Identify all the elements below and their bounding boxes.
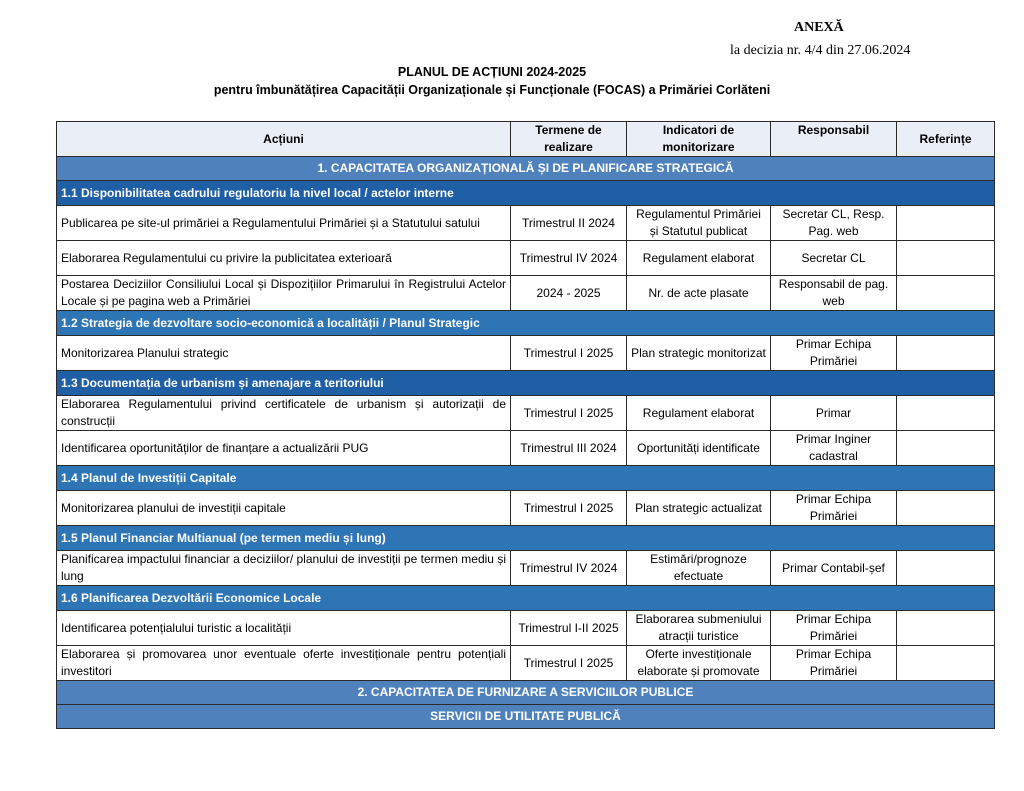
subsection-heading: 1.2 Strategia de dezvoltare socio-economică a localității / Planul Strategic bbox=[57, 311, 995, 336]
deadline-cell: Trimestrul I 2025 bbox=[511, 396, 627, 431]
table-row bbox=[57, 551, 995, 586]
indicator-cell: Plan strategic monitorizat bbox=[627, 336, 771, 371]
responsible-cell: Secretar CL bbox=[771, 241, 897, 276]
action-cell: Elaborarea Regulamentului privind certificatele de urbanism și autorizații de construcții bbox=[57, 396, 511, 431]
responsible-cell: Primar Echipa Primăriei bbox=[771, 611, 897, 646]
references-cell bbox=[897, 206, 995, 241]
action-plan-table bbox=[56, 121, 995, 729]
header-references: Referințe bbox=[897, 122, 995, 157]
annex-title: ANEXĂ bbox=[794, 20, 844, 35]
responsible-cell: Responsabil de pag. web bbox=[771, 276, 897, 311]
deadline-cell: Trimestrul I 2025 bbox=[511, 336, 627, 371]
responsible-cell: Primar Echipa Primăriei bbox=[771, 491, 897, 526]
subsection-heading: 1.1 Disponibilitatea cadrului regulatoriu la nivel local / actelor interne bbox=[57, 181, 995, 206]
references-cell bbox=[897, 491, 995, 526]
subsection-heading: 1.4 Planul de Investiții Capitale bbox=[57, 466, 995, 491]
section-heading: 2. CAPACITATEA DE FURNIZARE A SERVICIILOR PUBLICE bbox=[57, 681, 995, 705]
references-cell bbox=[897, 241, 995, 276]
deadline-cell: Trimestrul I-II 2025 bbox=[511, 611, 627, 646]
annex-decision: la decizia nr. 4/4 din 27.06.2024 bbox=[730, 43, 911, 58]
header-deadlines: Termene de realizare bbox=[511, 122, 627, 157]
indicator-cell: Estimări/prognoze efectuate bbox=[627, 551, 771, 586]
indicator-cell: Regulamentul Primăriei și Statutul publicat bbox=[627, 206, 771, 241]
action-cell: Publicarea pe site-ul primăriei a Regulamentului Primăriei și a Statutului satului bbox=[57, 206, 511, 241]
deadline-cell: Trimestrul II 2024 bbox=[511, 206, 627, 241]
action-cell: Postarea Deciziilor Consiliului Local și Dispozițiilor Primarului în Registrului Actelor Locale și pe pagina web a Primăriei bbox=[57, 276, 511, 311]
header-responsible: Responsabil bbox=[771, 122, 897, 157]
table-row bbox=[57, 431, 995, 466]
table-row bbox=[57, 336, 995, 371]
table-row bbox=[57, 491, 995, 526]
table-row bbox=[57, 241, 995, 276]
deadline-cell: Trimestrul IV 2024 bbox=[511, 241, 627, 276]
indicator-cell: Regulament elaborat bbox=[627, 241, 771, 276]
indicator-cell: Regulament elaborat bbox=[627, 396, 771, 431]
action-cell: Monitorizarea planului de investiții capitale bbox=[57, 491, 511, 526]
references-cell bbox=[897, 611, 995, 646]
references-cell bbox=[897, 431, 995, 466]
references-cell bbox=[897, 276, 995, 311]
indicator-cell: Elaborarea submeniului atracții turistice bbox=[627, 611, 771, 646]
deadline-cell: Trimestrul I 2025 bbox=[511, 491, 627, 526]
subsection-heading: 1.5 Planul Financiar Multianual (pe termen mediu și lung) bbox=[57, 526, 995, 551]
indicator-cell: Oferte investiționale elaborate și promovate bbox=[627, 646, 771, 681]
table-row bbox=[57, 396, 995, 431]
table-row bbox=[57, 646, 995, 681]
references-cell bbox=[897, 336, 995, 371]
responsible-cell: Primar Contabil-șef bbox=[771, 551, 897, 586]
section-subheading: SERVICII DE UTILITATE PUBLICĂ bbox=[57, 705, 995, 729]
responsible-cell: Primar Inginer cadastral bbox=[771, 431, 897, 466]
subsection-heading: 1.6 Planificarea Dezvoltării Economice Locale bbox=[57, 586, 995, 611]
deadline-cell: 2024 - 2025 bbox=[511, 276, 627, 311]
deadline-cell: Trimestrul III 2024 bbox=[511, 431, 627, 466]
responsible-cell: Secretar CL, Resp. Pag. web bbox=[771, 206, 897, 241]
action-cell: Identificarea oportunităților de finanțare a actualizării PUG bbox=[57, 431, 511, 466]
references-cell bbox=[897, 646, 995, 681]
references-cell bbox=[897, 396, 995, 431]
header-indicators: Indicatori de monitorizare bbox=[627, 122, 771, 157]
indicator-cell: Plan strategic actualizat bbox=[627, 491, 771, 526]
table-row bbox=[57, 276, 995, 311]
responsible-cell: Primar bbox=[771, 396, 897, 431]
plan-title: PLANUL DE ACȚIUNI 2024-2025 bbox=[397, 65, 587, 79]
section-heading: 1. CAPACITATEA ORGANIZAȚIONALĂ ȘI DE PLANIFICARE STRATEGICĂ bbox=[57, 157, 995, 181]
responsible-cell: Primar Echipa Primăriei bbox=[771, 646, 897, 681]
header-actions: Acțiuni bbox=[57, 122, 511, 157]
deadline-cell: Trimestrul I 2025 bbox=[511, 646, 627, 681]
action-cell: Planificarea impactului financiar a deciziilor/ planului de investiții pe termen mediu și lung bbox=[57, 551, 511, 586]
indicator-cell: Nr. de acte plasate bbox=[627, 276, 771, 311]
plan-subtitle: pentru îmbunătățirea Capacității Organizaționale și Funcționale (FOCAS) a Primăriei Corlăteni bbox=[213, 83, 771, 97]
responsible-cell: Primar Echipa Primăriei bbox=[771, 336, 897, 371]
subsection-heading: 1.3 Documentația de urbanism și amenajare a teritoriului bbox=[57, 371, 995, 396]
references-cell bbox=[897, 551, 995, 586]
deadline-cell: Trimestrul IV 2024 bbox=[511, 551, 627, 586]
table-row bbox=[57, 206, 995, 241]
action-cell: Elaborarea Regulamentului cu privire la publicitatea exterioară bbox=[57, 241, 511, 276]
action-cell: Monitorizarea Planului strategic bbox=[57, 336, 511, 371]
action-cell: Elaborarea și promovarea unor eventuale oferte investiționale pentru potențiali investitori bbox=[57, 646, 511, 681]
indicator-cell: Oportunități identificate bbox=[627, 431, 771, 466]
table-row bbox=[57, 611, 995, 646]
annex-block bbox=[730, 20, 960, 58]
action-cell: Identificarea potențialului turistic a localității bbox=[57, 611, 511, 646]
